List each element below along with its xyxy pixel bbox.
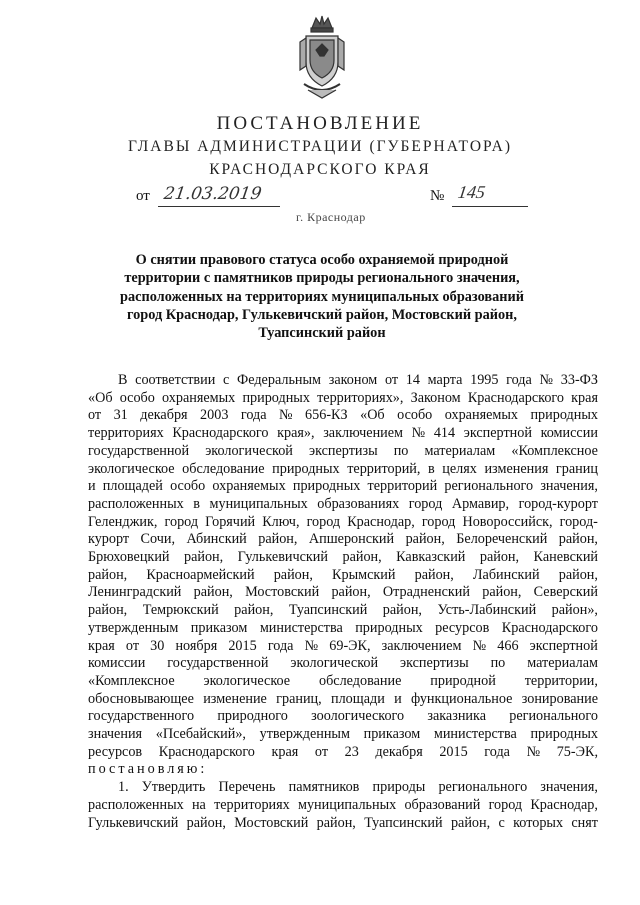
body-line: комиссии государственной экологической экспертизы по материалам <box>88 655 598 672</box>
date-underline <box>158 206 280 207</box>
document-body <box>88 372 598 832</box>
title-line: О снятии правового статуса особо охраняемой природной <box>135 252 509 268</box>
issuer-heading-line-1: ГЛАВЫ АДМИНИСТРАЦИИ (ГУБЕРНАТОРА) <box>127 138 512 155</box>
title-line: территории с памятников природы регионального значения, <box>124 270 520 287</box>
body-line: 1. Утвердить Перечень памятников природы регионального значения, <box>118 779 598 796</box>
body-line: район, Красноармейский район, Крымский район, Лабинский район, <box>88 566 598 583</box>
body-line: «Об особо охраняемых природных территориях», Законом Краснодарского края <box>88 389 598 406</box>
body-line: и площадей особо охраняемых природных территорий регионального значения, <box>88 478 598 495</box>
body-line: края от 30 ноября 2015 года № 69-ЭК, заключением № 466 экспертной <box>88 637 598 654</box>
title-line: город Краснодар, Гулькевичский район, Мостовский район, <box>127 306 517 323</box>
body-line: расположенных на территориях муниципальных образований город Краснодар, <box>88 796 598 813</box>
title-line: Туапсинский район <box>258 325 386 342</box>
body-line: от 31 декабря 2003 года № 656-КЗ «Об особо охраняемых природных <box>88 407 598 424</box>
body-line: расположенных в муниципальных образованиях город Армавир, город-курорт <box>88 495 598 512</box>
number-underline <box>452 206 528 207</box>
body-line: обосновывающее изменение границ, площади и функциональное зонирование <box>88 690 598 707</box>
body-line: государственной экологической экспертизы по материалам «Комплексное <box>88 442 598 459</box>
body-line: территориях Краснодарского края», заключением № 414 экспертной комиссии <box>88 425 598 442</box>
body-line: ресурсов Краснодарского края от 23 декабря 2015 года № 75-ЭК, <box>88 743 598 760</box>
body-line: Геленджик, город Горячий Ключ, город Краснодар, город Новороссийск, город- <box>88 513 598 530</box>
number-value: 145 <box>456 182 487 202</box>
body-line: Брюховецкий район, Гулькевичский район, Кавказский район, Каневский <box>88 549 598 566</box>
body-line: «Комплексное экологическое обследование природной территории, <box>88 672 598 689</box>
title-line: расположенных на территориях муниципальных образований <box>120 288 524 305</box>
number-label: № <box>430 188 445 204</box>
date-value: 21.03.2019 <box>162 184 263 204</box>
body-line: экологическое обследование природных территорий, в целях изменения границ <box>88 460 598 477</box>
body-line: Гулькевичский район, Мостовский район, Туапсинский район, с которых снят <box>88 814 598 831</box>
document-type-heading: ПОСТАНОВЛЕНИЕ <box>216 113 424 134</box>
date-number-row <box>0 182 640 210</box>
body-line: утвержденным приказом министерства природных ресурсов Краснодарского <box>88 619 598 636</box>
body-line: государственного природного зоологического заказника регионального <box>88 708 598 725</box>
date-label: от <box>136 188 150 204</box>
issuer-heading-line-2: КРАСНОДАРСКОГО КРАЯ <box>209 161 431 178</box>
city-label: г. Краснодар <box>296 210 366 224</box>
body-line: курорт Сочи, Абинский район, Апшеронский район, Белореченский район, <box>88 531 598 548</box>
body-line: Ленинградский район, Мостовский район, Отрадненский район, Северский <box>88 584 598 601</box>
body-line: В соответствии с Федеральным законом от 14 марта 1995 года № 33-ФЗ <box>118 372 598 388</box>
body-line: значения «Псебайский», утвержденным приказом министерства природных <box>88 726 598 743</box>
document-title <box>96 251 548 342</box>
body-line: постановляю: <box>88 761 208 778</box>
body-line: район, Темрюкский район, Туапсинский район, Усть-Лабинский район», <box>88 602 598 619</box>
coat-of-arms-emblem <box>296 14 348 100</box>
